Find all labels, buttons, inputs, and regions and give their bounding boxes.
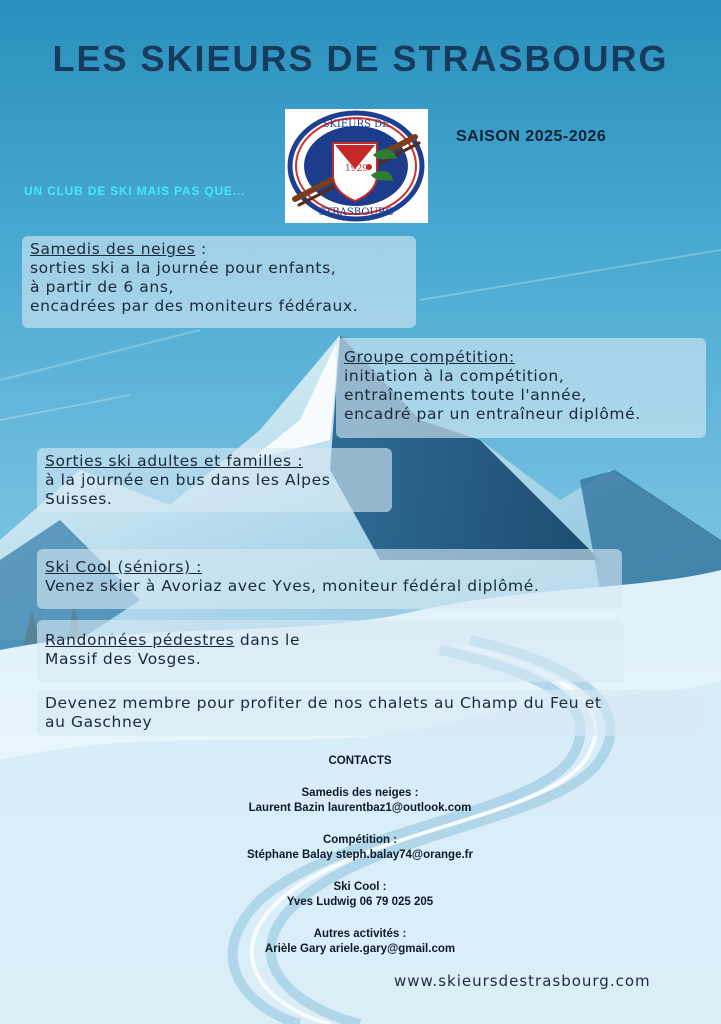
logo-bottom-text: STRASBOURG	[318, 207, 394, 218]
contact-entry	[150, 880, 570, 911]
tagline: UN CLUB DE SKI MAIS PAS QUE...	[24, 184, 246, 198]
section-ski-cool	[37, 549, 622, 609]
section-heading: Ski Cool (séniors) :	[45, 558, 202, 576]
section-line: Massif des Vosges.	[45, 650, 202, 668]
section-line: à partir de 6 ans,	[30, 278, 175, 296]
contact-value[interactable]: Yves Ludwig 06 79 025 205	[286, 896, 434, 908]
section-heading: Groupe compétition:	[344, 348, 515, 366]
logo-top-text: SKIEURS DE	[322, 119, 390, 130]
contact-entry	[150, 927, 570, 958]
section-line: à la journée en bus dans les Alpes	[45, 471, 331, 489]
section-line: Suisses.	[45, 490, 113, 508]
section-line: encadrées par des moniteurs fédéraux.	[30, 297, 359, 315]
section-line: Venez skier à Avoriaz avec Yves, moniteur fédéral diplômé.	[45, 577, 540, 595]
section-line: entraînements toute l'année,	[344, 386, 587, 404]
section-randonnees	[37, 620, 624, 682]
section-heading: Sorties ski adultes et familles :	[45, 452, 304, 470]
website-link[interactable]: www.skieursdestrasbourg.com	[394, 972, 651, 990]
section-heading: Samedis des neiges	[30, 240, 196, 258]
contact-value[interactable]: Arièle Gary ariele.gary@gmail.com	[264, 943, 456, 955]
section-line: encadré par un entraîneur diplômé.	[344, 405, 641, 423]
contact-label: Compétition :	[322, 833, 398, 846]
contact-entry	[150, 786, 570, 817]
contact-value[interactable]: Stéphane Balay steph.balay74@orange.fr	[247, 849, 473, 861]
contact-label: Samedis des neiges :	[301, 786, 419, 799]
section-sorties-adultes	[37, 448, 392, 512]
contacts-block	[150, 754, 570, 958]
section-heading: Randonnées pédestres	[45, 631, 235, 649]
page-title: LES SKIEURS DE STRASBOURG	[52, 38, 669, 79]
section-samedis-des-neiges	[22, 236, 416, 328]
section-line: initiation à la compétition,	[344, 367, 565, 385]
contact-entry	[150, 833, 570, 864]
contact-label: Ski Cool :	[333, 880, 387, 893]
contact-value[interactable]: Laurent Bazin laurentbaz1@outlook.com	[248, 802, 472, 814]
contact-label: Autres activités :	[313, 927, 407, 940]
section-line: Devenez membre pour profiter de nos chalets au Champ du Feu et	[45, 694, 602, 712]
club-logo	[285, 109, 428, 223]
club-emblem-icon	[285, 109, 428, 223]
section-line: sorties ski a la journée pour enfants,	[30, 259, 337, 277]
contacts-title: CONTACTS	[328, 755, 392, 767]
section-groupe-competition	[336, 338, 706, 438]
logo-year: 1929	[345, 164, 368, 174]
season-label: SAISON 2025-2026	[456, 128, 607, 145]
section-heading-suffix: dans le	[234, 631, 301, 649]
section-membership	[37, 690, 704, 736]
section-heading-suffix: :	[195, 240, 207, 258]
section-line: au Gaschney	[45, 713, 153, 731]
